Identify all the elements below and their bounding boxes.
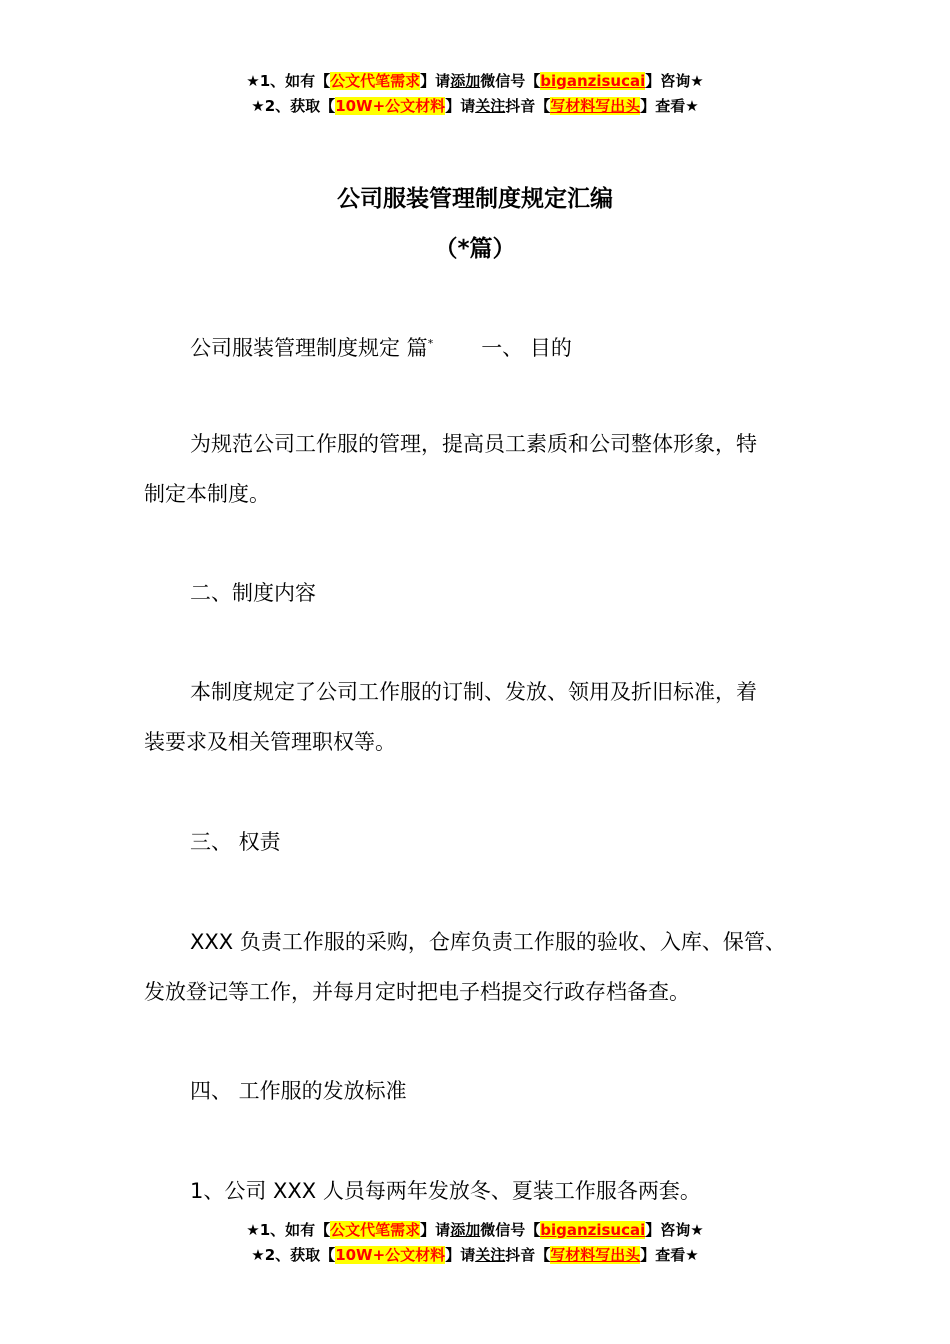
promo-text: ★2、获取【	[251, 1246, 336, 1264]
promo-text: 微信号【	[480, 72, 541, 90]
paragraph-line: 制定本制度。	[144, 482, 270, 506]
promo-text: 】请	[445, 97, 476, 115]
promo-highlight: 公文代笔需求	[330, 72, 421, 90]
promo-text: ★1、如有【	[246, 1221, 331, 1239]
section-heading-mark: *	[427, 337, 434, 350]
promo-underline: 关注	[475, 97, 506, 115]
heading-1: 一、 目的	[481, 336, 572, 360]
promo-text: 】查看★	[640, 97, 699, 115]
paragraph-4	[144, 1166, 834, 1216]
promo-text: ★2、获取【	[251, 97, 336, 115]
promo-underline: 添加	[450, 1221, 481, 1239]
promo-text: 】咨询★	[645, 72, 704, 90]
promo-text: 】请	[420, 72, 451, 90]
heading-text: 三、 权责	[190, 830, 281, 854]
paragraph-3	[144, 917, 834, 1017]
paragraph-line: XXX 负责工作服的采购，仓库负责工作服的验收、入库、保管、	[190, 930, 786, 954]
promo-underline: 添加	[450, 72, 481, 90]
promo-douyin-id: 写材料写出头	[550, 97, 641, 115]
heading-2	[144, 568, 834, 618]
document-subtitle: （*篇）	[434, 236, 516, 262]
promo-line-1-bottom	[0, 1218, 950, 1242]
paragraph-2	[144, 667, 834, 767]
promo-text: 】请	[420, 1221, 451, 1239]
section-heading: 公司服装管理制度规定 篇	[190, 336, 428, 360]
paragraph-line: 装要求及相关管理职权等。	[144, 730, 396, 754]
promo-wechat-id: biganzisucai	[540, 72, 646, 90]
promo-text: 】查看★	[640, 1246, 699, 1264]
promo-douyin-id: 写材料写出头	[550, 1246, 641, 1264]
promo-text: 抖音【	[505, 1246, 551, 1264]
paragraph-line: 为规范公司工作服的管理，提高员工素质和公司整体形象，特	[190, 432, 757, 456]
promo-line-2	[0, 94, 950, 118]
paragraph-line: 发放登记等工作，并每月定时把电子档提交行政存档备查。	[144, 980, 690, 1004]
promo-highlight: 公文代笔需求	[330, 1221, 421, 1239]
heading-text: 四、 工作服的发放标准	[190, 1079, 407, 1103]
promo-highlight: 10W+公文材料	[335, 97, 446, 115]
heading-4	[144, 1066, 834, 1116]
section-heading-line	[144, 319, 834, 373]
promo-line-1	[0, 69, 950, 93]
promo-highlight: 10W+公文材料	[335, 1246, 446, 1264]
promo-text: ★1、如有【	[246, 72, 331, 90]
heading-text: 二、制度内容	[190, 581, 316, 605]
paragraph-line: 本制度规定了公司工作服的订制、发放、领用及折旧标准，着	[190, 680, 757, 704]
promo-wechat-id: biganzisucai	[540, 1221, 646, 1239]
promo-text: 微信号【	[480, 1221, 541, 1239]
promo-text: 抖音【	[505, 97, 551, 115]
paragraph-1	[144, 419, 834, 519]
heading-3	[144, 817, 834, 867]
promo-line-2-bottom	[0, 1243, 950, 1267]
document-title: 公司服装管理制度规定汇编	[337, 186, 613, 212]
promo-text: 】咨询★	[645, 1221, 704, 1239]
promo-text: 】请	[445, 1246, 476, 1264]
promo-underline: 关注	[475, 1246, 506, 1264]
paragraph-line: 1、公司 XXX 人员每两年发放冬、夏装工作服各两套。	[190, 1179, 701, 1203]
